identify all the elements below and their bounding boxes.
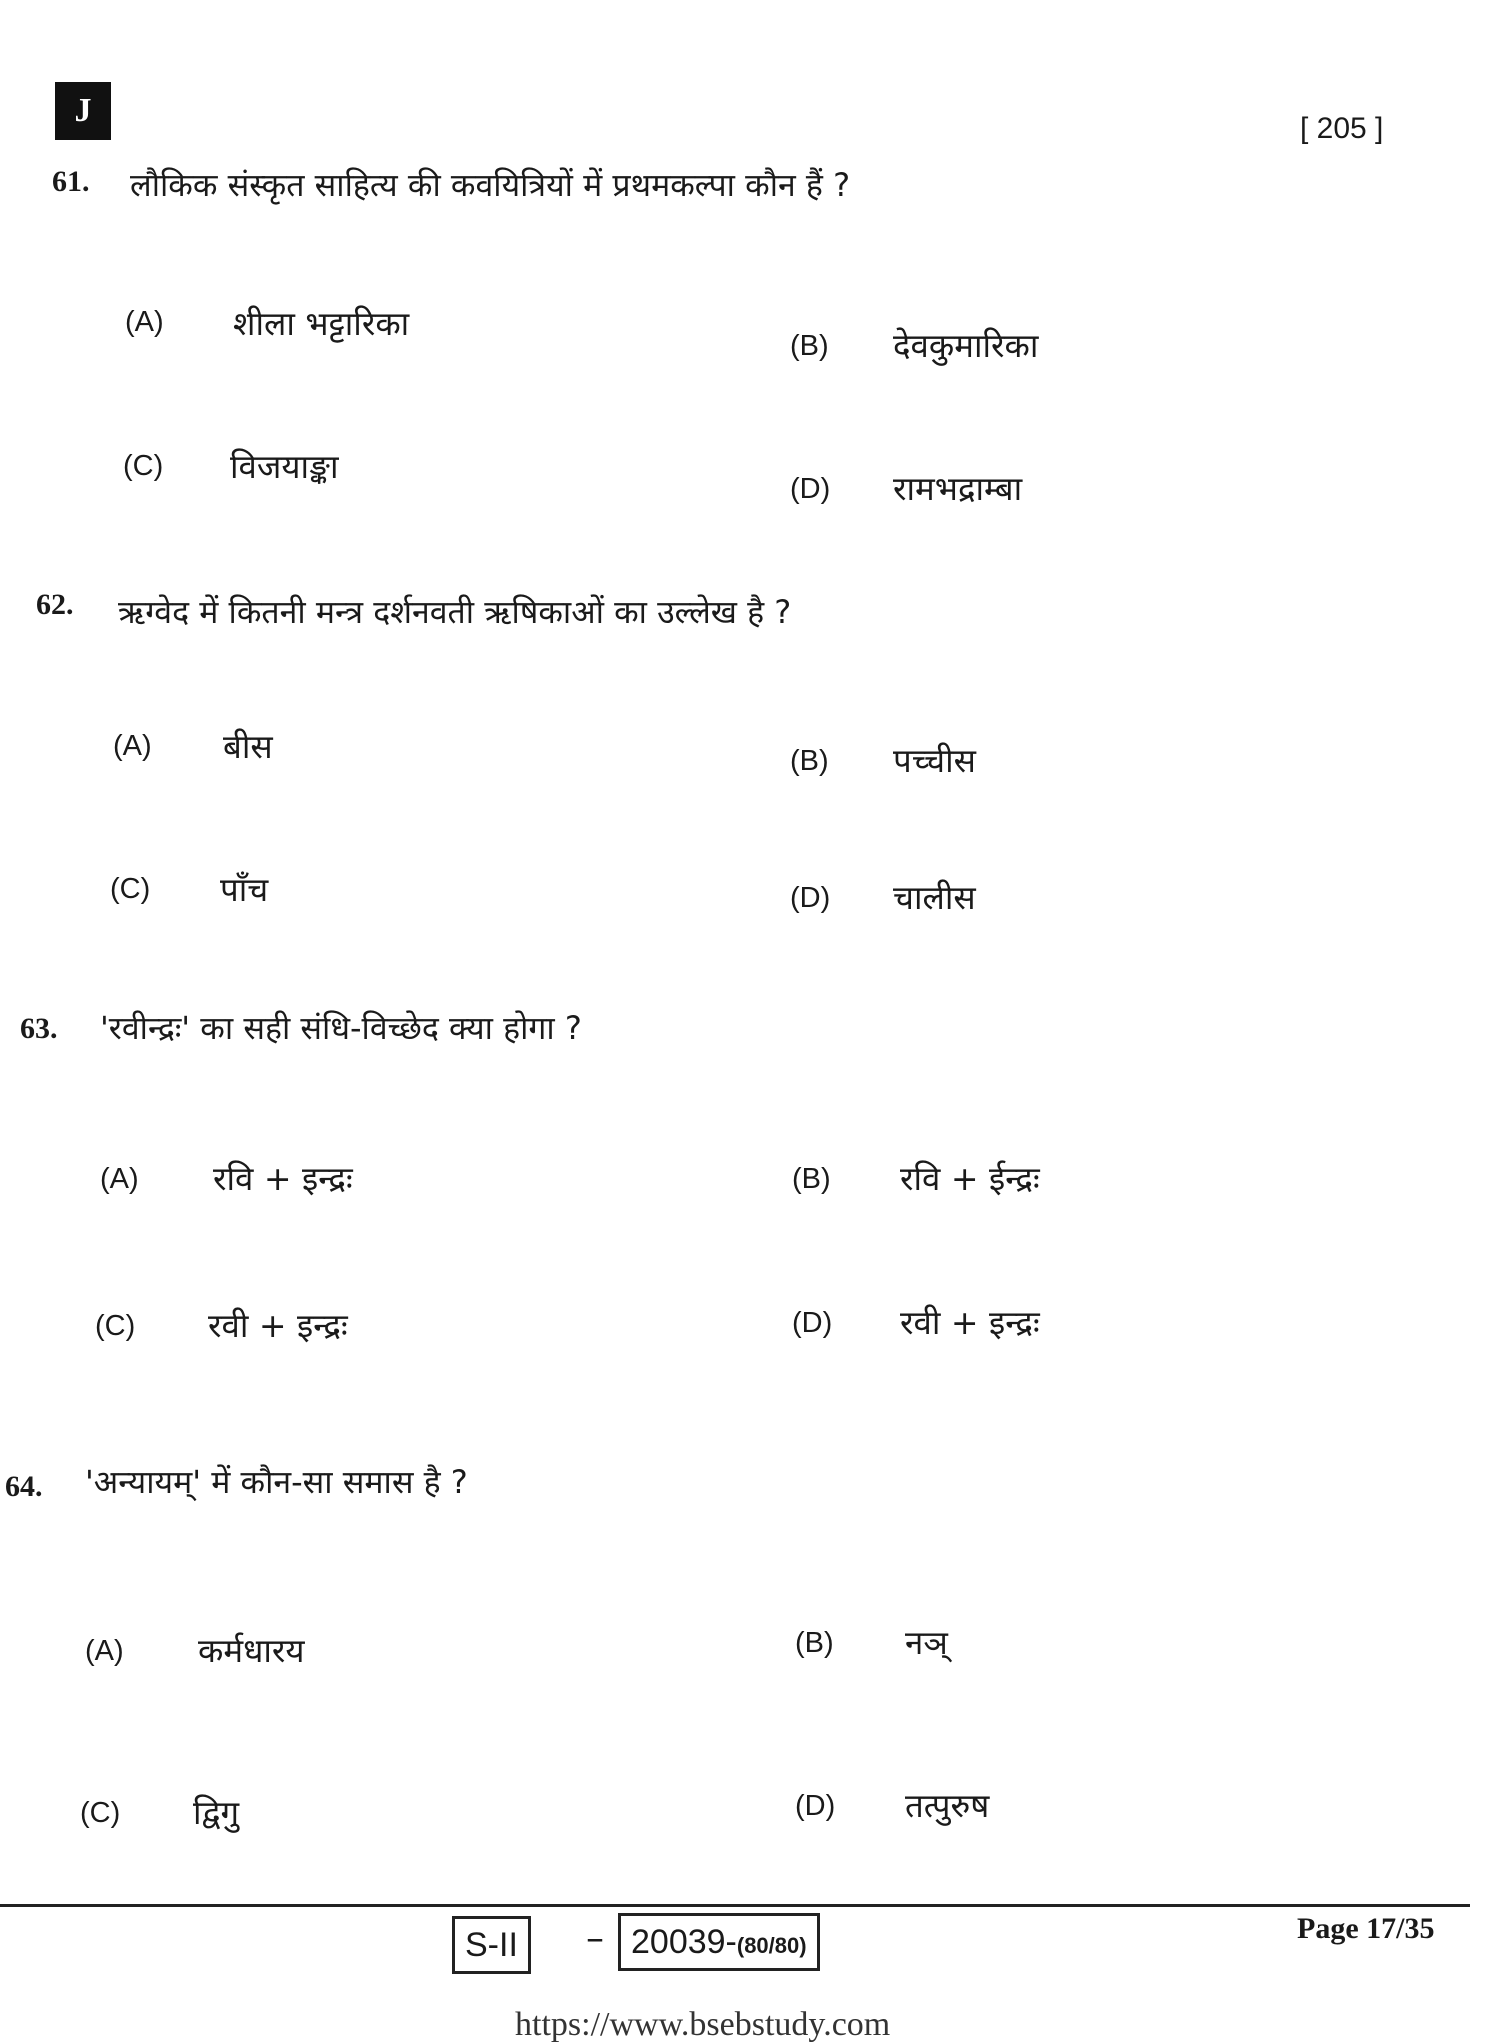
option-label: (B) bbox=[792, 1163, 831, 1195]
option-text: रवि + ईन्द्रः bbox=[900, 1159, 1040, 1198]
question-text: 'रवीन्द्रः' का सही संधि-विच्छेद क्या होगा ? bbox=[100, 1009, 582, 1047]
option-text: नञ् bbox=[905, 1623, 948, 1662]
option-text: बीस bbox=[223, 727, 273, 766]
question-text: लौकिक संस्कृत साहित्य की कवयित्रियों में प्रथमकल्पा कौन हैं ? bbox=[130, 166, 851, 204]
paper-code-header: [ 205 ] bbox=[1300, 112, 1384, 145]
paper-code: 20039- bbox=[631, 1923, 737, 1961]
option-text: तत्पुरुष bbox=[905, 1786, 990, 1825]
option-text: चालीस bbox=[893, 878, 976, 917]
option-label: (A) bbox=[113, 730, 152, 762]
paper-code-box bbox=[618, 1913, 820, 1971]
page-number: Page 17/35 bbox=[1297, 1912, 1435, 1945]
option-text: शीला भट्टारिका bbox=[233, 304, 410, 343]
footer-separator: – bbox=[586, 1918, 604, 1959]
question-number: 61. bbox=[52, 165, 90, 198]
option-label: (D) bbox=[790, 473, 831, 505]
footer-divider bbox=[0, 1904, 1470, 1907]
option-text: रवी + इन्द्रः bbox=[208, 1306, 348, 1345]
option-text: पाँच bbox=[220, 870, 269, 909]
option-label: (D) bbox=[795, 1790, 836, 1822]
option-text: रवि + इन्द्रः bbox=[213, 1159, 353, 1198]
option-text: रवी + इन्द्रः bbox=[900, 1303, 1040, 1342]
question-text: ऋग्वेद में कितनी मन्त्र दर्शनवती ऋषिकाओं का उल्लेख है ? bbox=[118, 593, 792, 631]
option-label: (C) bbox=[123, 450, 164, 482]
option-label: (C) bbox=[95, 1310, 136, 1342]
option-text: कर्मधारय bbox=[198, 1631, 305, 1670]
question-text: 'अन्यायम्' में कौन-सा समास है ? bbox=[85, 1463, 468, 1501]
option-label: (D) bbox=[792, 1307, 833, 1339]
option-label: (B) bbox=[790, 745, 829, 777]
option-label: (A) bbox=[85, 1635, 124, 1667]
option-text: द्विगु bbox=[193, 1793, 240, 1832]
option-label: (C) bbox=[110, 873, 151, 905]
series-box: S-II bbox=[452, 1916, 531, 1974]
option-label: (A) bbox=[125, 306, 164, 338]
option-label: (B) bbox=[790, 330, 829, 362]
option-label: (A) bbox=[100, 1163, 139, 1195]
question-number: 63. bbox=[20, 1012, 58, 1045]
option-text: पच्चीस bbox=[893, 741, 976, 780]
option-text: देवकुमारिका bbox=[893, 326, 1039, 365]
option-text: रामभद्राम्बा bbox=[893, 469, 1023, 508]
set-badge: J bbox=[55, 82, 111, 140]
option-text: विजयाङ्का bbox=[230, 447, 339, 486]
source-url: https://www.bsebstudy.com bbox=[515, 2006, 891, 2043]
question-number: 64. bbox=[5, 1470, 43, 1503]
option-label: (D) bbox=[790, 882, 831, 914]
question-number: 62. bbox=[36, 588, 74, 621]
option-label: (B) bbox=[795, 1627, 834, 1659]
option-label: (C) bbox=[80, 1797, 121, 1829]
paper-code-suffix: (80/80) bbox=[736, 1933, 807, 1958]
